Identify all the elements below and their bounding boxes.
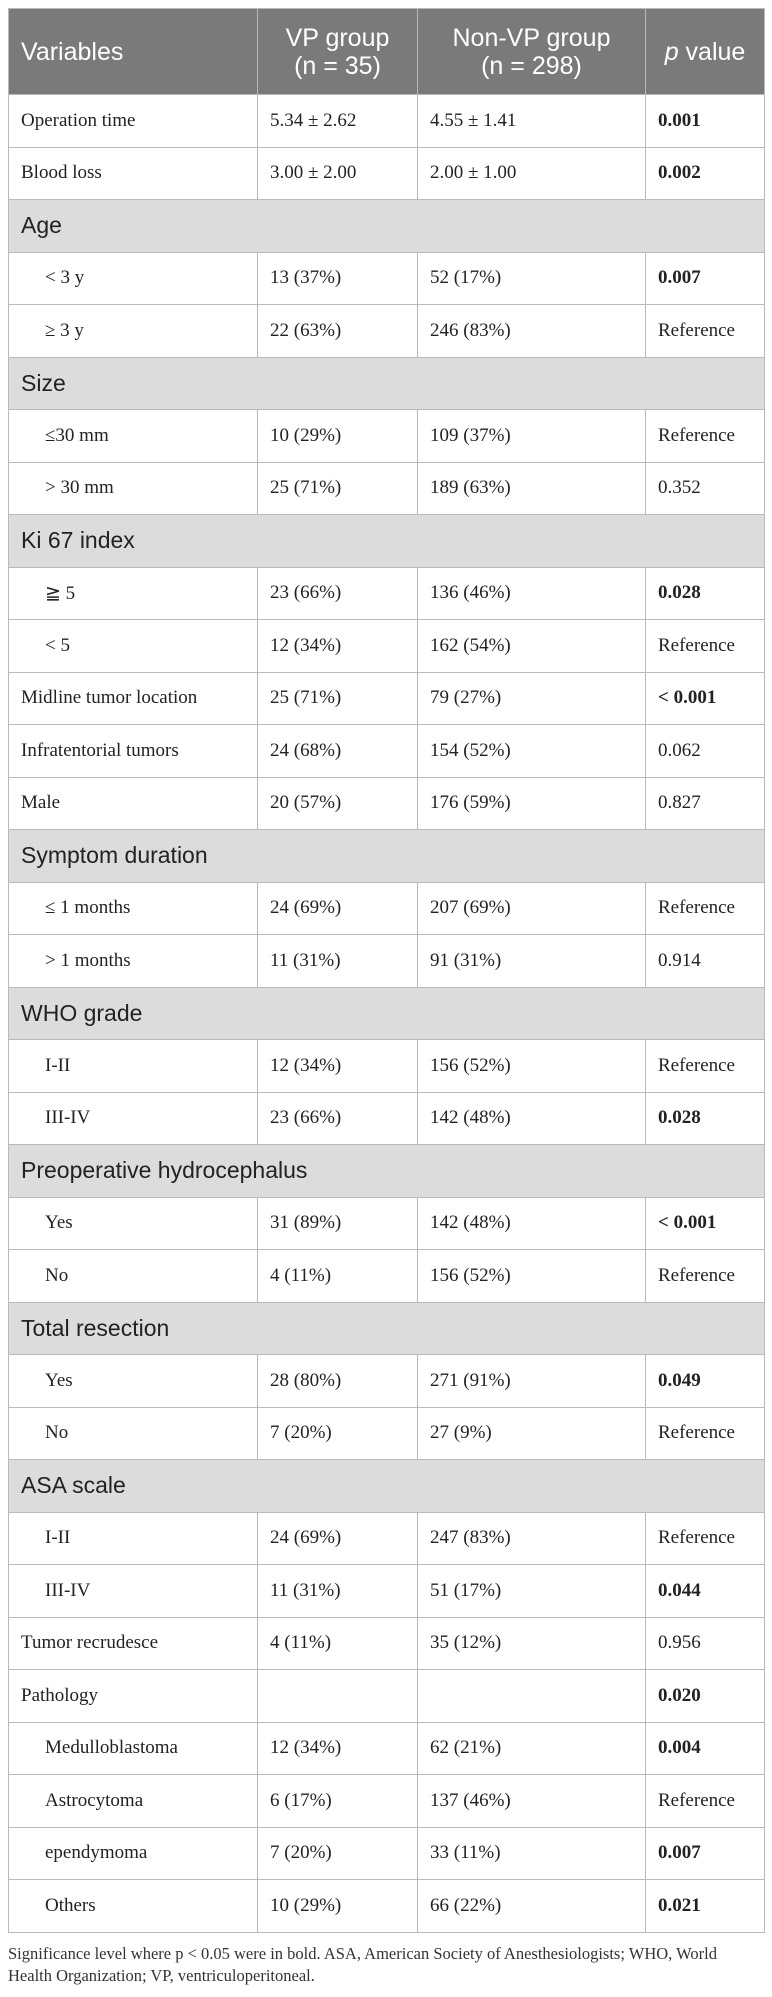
- cell-non-vp-group: 62 (21%): [418, 1722, 646, 1775]
- table-row: [9, 95, 765, 148]
- cell-vp-group: [258, 1670, 418, 1723]
- cell-non-vp-group: 176 (59%): [418, 777, 646, 830]
- table-footnote: Significance level where p < 0.05 were in bold. ASA, American Society of Anesthesiologists; WHO, World Health Organization; VP, ventriculoperitoneal.: [8, 1943, 717, 1985]
- cell-vp-group: 11 (31%): [258, 935, 418, 988]
- cell-non-vp-group: 247 (83%): [418, 1512, 646, 1565]
- cell-p-value: 0.956: [646, 1617, 765, 1670]
- table-row: [9, 305, 765, 358]
- header-non-vp-group-n: (n = 298): [481, 51, 582, 80]
- cell-vp-group: 20 (57%): [258, 777, 418, 830]
- table-row: [9, 1880, 765, 1933]
- cell-vp-group: 24 (69%): [258, 1512, 418, 1565]
- cell-p-value: 0.004: [646, 1722, 765, 1775]
- cell-vp-group: 25 (71%): [258, 462, 418, 515]
- table-row: [9, 777, 765, 830]
- cell-p-value: Reference: [646, 1250, 765, 1303]
- cell-non-vp-group: 35 (12%): [418, 1617, 646, 1670]
- cell-vp-group: 10 (29%): [258, 1880, 418, 1933]
- cell-p-value: 0.020: [646, 1670, 765, 1723]
- cell-vp-group: 24 (68%): [258, 725, 418, 778]
- cell-vp-group: 28 (80%): [258, 1355, 418, 1408]
- cell-p-value: 0.007: [646, 252, 765, 305]
- section-row: [9, 200, 765, 253]
- cell-vp-group: 23 (66%): [258, 1092, 418, 1145]
- cell-vp-group: 24 (69%): [258, 882, 418, 935]
- header-vp-group-n: (n = 35): [294, 51, 381, 80]
- cell-p-value: < 0.001: [646, 1197, 765, 1250]
- cell-non-vp-group: 51 (17%): [418, 1565, 646, 1618]
- cell-p-value: Reference: [646, 620, 765, 673]
- cell-non-vp-group: 2.00 ± 1.00: [418, 147, 646, 200]
- cell-vp-group: 7 (20%): [258, 1827, 418, 1880]
- table-header: [9, 9, 765, 95]
- cell-variable: III-IV: [9, 1565, 258, 1618]
- cell-variable: < 3 y: [9, 252, 258, 305]
- table-container: [8, 8, 764, 1987]
- cell-non-vp-group: 142 (48%): [418, 1092, 646, 1145]
- table-row: [9, 1197, 765, 1250]
- section-row: [9, 1460, 765, 1513]
- cell-p-value: Reference: [646, 882, 765, 935]
- table-row: [9, 1670, 765, 1723]
- cell-variable: III-IV: [9, 1092, 258, 1145]
- cell-variable: Medulloblastoma: [9, 1722, 258, 1775]
- cell-vp-group: 12 (34%): [258, 1040, 418, 1093]
- cell-p-value: 0.352: [646, 462, 765, 515]
- cell-variable: I-II: [9, 1040, 258, 1093]
- table-row: [9, 1040, 765, 1093]
- section-label: Age: [9, 200, 765, 253]
- cell-variable: Pathology: [9, 1670, 258, 1723]
- cell-variable: < 5: [9, 620, 258, 673]
- cell-vp-group: 12 (34%): [258, 1722, 418, 1775]
- header-p-value: [646, 9, 765, 95]
- table-row: [9, 1355, 765, 1408]
- cell-vp-group: 25 (71%): [258, 672, 418, 725]
- cell-variable: Yes: [9, 1355, 258, 1408]
- cell-p-value: 0.021: [646, 1880, 765, 1933]
- cell-non-vp-group: 156 (52%): [418, 1250, 646, 1303]
- section-row: [9, 1145, 765, 1198]
- cell-non-vp-group: 207 (69%): [418, 882, 646, 935]
- cell-p-value: 0.914: [646, 935, 765, 988]
- cell-variable: > 30 mm: [9, 462, 258, 515]
- section-row: [9, 830, 765, 883]
- table-row: [9, 410, 765, 463]
- header-p-rest: value: [678, 37, 746, 66]
- cell-variable: No: [9, 1250, 258, 1303]
- table-body: [9, 95, 765, 1933]
- cell-vp-group: 4 (11%): [258, 1250, 418, 1303]
- table-row: [9, 1565, 765, 1618]
- cell-variable: ≤30 mm: [9, 410, 258, 463]
- section-label: Symptom duration: [9, 830, 765, 883]
- cell-variable: ≥ 3 y: [9, 305, 258, 358]
- cell-vp-group: 13 (37%): [258, 252, 418, 305]
- cell-variable: Tumor recrudesce: [9, 1617, 258, 1670]
- cell-vp-group: 4 (11%): [258, 1617, 418, 1670]
- table-row: [9, 882, 765, 935]
- section-label: Preoperative hydrocephalus: [9, 1145, 765, 1198]
- cell-p-value: Reference: [646, 1407, 765, 1460]
- cell-p-value: 0.827: [646, 777, 765, 830]
- table-row: [9, 462, 765, 515]
- table-row: [9, 1775, 765, 1828]
- section-label: Size: [9, 357, 765, 410]
- table-row: [9, 1250, 765, 1303]
- cell-variable: Others: [9, 1880, 258, 1933]
- cell-non-vp-group: 156 (52%): [418, 1040, 646, 1093]
- cell-non-vp-group: 66 (22%): [418, 1880, 646, 1933]
- cell-vp-group: 5.34 ± 2.62: [258, 95, 418, 148]
- cell-variable: > 1 months: [9, 935, 258, 988]
- cell-vp-group: 7 (20%): [258, 1407, 418, 1460]
- cell-p-value: 0.028: [646, 567, 765, 620]
- cell-vp-group: 11 (31%): [258, 1565, 418, 1618]
- table-row: [9, 1092, 765, 1145]
- table-row: [9, 935, 765, 988]
- cell-p-value: 0.028: [646, 1092, 765, 1145]
- section-label: WHO grade: [9, 987, 765, 1040]
- cell-vp-group: 22 (63%): [258, 305, 418, 358]
- header-p-italic: p: [664, 37, 679, 66]
- header-non-vp-group: [418, 9, 646, 95]
- section-label: Ki 67 index: [9, 515, 765, 568]
- table-row: [9, 1722, 765, 1775]
- cell-variable: Infratentorial tumors: [9, 725, 258, 778]
- table-row: [9, 1617, 765, 1670]
- cell-variable: Blood loss: [9, 147, 258, 200]
- cell-vp-group: 3.00 ± 2.00: [258, 147, 418, 200]
- cell-non-vp-group: 246 (83%): [418, 305, 646, 358]
- cell-vp-group: 31 (89%): [258, 1197, 418, 1250]
- cell-p-value: Reference: [646, 1775, 765, 1828]
- cell-p-value: Reference: [646, 410, 765, 463]
- cell-variable: Male: [9, 777, 258, 830]
- cell-non-vp-group: 4.55 ± 1.41: [418, 95, 646, 148]
- table-row: [9, 1827, 765, 1880]
- section-row: [9, 987, 765, 1040]
- table-row: [9, 252, 765, 305]
- cell-variable: I-II: [9, 1512, 258, 1565]
- cell-non-vp-group: 33 (11%): [418, 1827, 646, 1880]
- cell-variable: Yes: [9, 1197, 258, 1250]
- cell-p-value: 0.007: [646, 1827, 765, 1880]
- cell-vp-group: 10 (29%): [258, 410, 418, 463]
- cell-non-vp-group: 154 (52%): [418, 725, 646, 778]
- table-row: [9, 147, 765, 200]
- cell-p-value: Reference: [646, 1040, 765, 1093]
- cell-non-vp-group: 109 (37%): [418, 410, 646, 463]
- cell-non-vp-group: 79 (27%): [418, 672, 646, 725]
- cell-p-value: 0.001: [646, 95, 765, 148]
- section-label: Total resection: [9, 1302, 765, 1355]
- cell-p-value: 0.049: [646, 1355, 765, 1408]
- section-label: ASA scale: [9, 1460, 765, 1513]
- cell-p-value: 0.044: [646, 1565, 765, 1618]
- table-row: [9, 672, 765, 725]
- cell-p-value: Reference: [646, 305, 765, 358]
- cell-vp-group: 6 (17%): [258, 1775, 418, 1828]
- cell-variable: Midline tumor location: [9, 672, 258, 725]
- cell-variable: ≧ 5: [9, 567, 258, 620]
- cell-p-value: 0.002: [646, 147, 765, 200]
- header-non-vp-group-name: Non-VP group: [452, 23, 611, 52]
- section-row: [9, 515, 765, 568]
- cell-variable: Astrocytoma: [9, 1775, 258, 1828]
- cell-p-value: Reference: [646, 1512, 765, 1565]
- cell-p-value: 0.062: [646, 725, 765, 778]
- cell-non-vp-group: 52 (17%): [418, 252, 646, 305]
- cell-variable: No: [9, 1407, 258, 1460]
- cell-p-value: < 0.001: [646, 672, 765, 725]
- cell-non-vp-group: 136 (46%): [418, 567, 646, 620]
- table-row: [9, 567, 765, 620]
- table-row: [9, 725, 765, 778]
- cell-variable: Operation time: [9, 95, 258, 148]
- cell-non-vp-group: [418, 1670, 646, 1723]
- cell-vp-group: 23 (66%): [258, 567, 418, 620]
- header-vp-group: [258, 9, 418, 95]
- cell-non-vp-group: 137 (46%): [418, 1775, 646, 1828]
- cell-variable: ≤ 1 months: [9, 882, 258, 935]
- cell-vp-group: 12 (34%): [258, 620, 418, 673]
- data-table: [8, 8, 765, 1933]
- cell-non-vp-group: 91 (31%): [418, 935, 646, 988]
- table-row: [9, 1407, 765, 1460]
- cell-non-vp-group: 189 (63%): [418, 462, 646, 515]
- header-vp-group-name: VP group: [285, 23, 390, 52]
- cell-non-vp-group: 27 (9%): [418, 1407, 646, 1460]
- table-row: [9, 620, 765, 673]
- header-row: [9, 9, 765, 95]
- table-row: [9, 1512, 765, 1565]
- cell-variable: ependymoma: [9, 1827, 258, 1880]
- cell-non-vp-group: 162 (54%): [418, 620, 646, 673]
- section-row: [9, 1302, 765, 1355]
- cell-non-vp-group: 271 (91%): [418, 1355, 646, 1408]
- header-variables: Variables: [9, 9, 258, 95]
- section-row: [9, 357, 765, 410]
- cell-non-vp-group: 142 (48%): [418, 1197, 646, 1250]
